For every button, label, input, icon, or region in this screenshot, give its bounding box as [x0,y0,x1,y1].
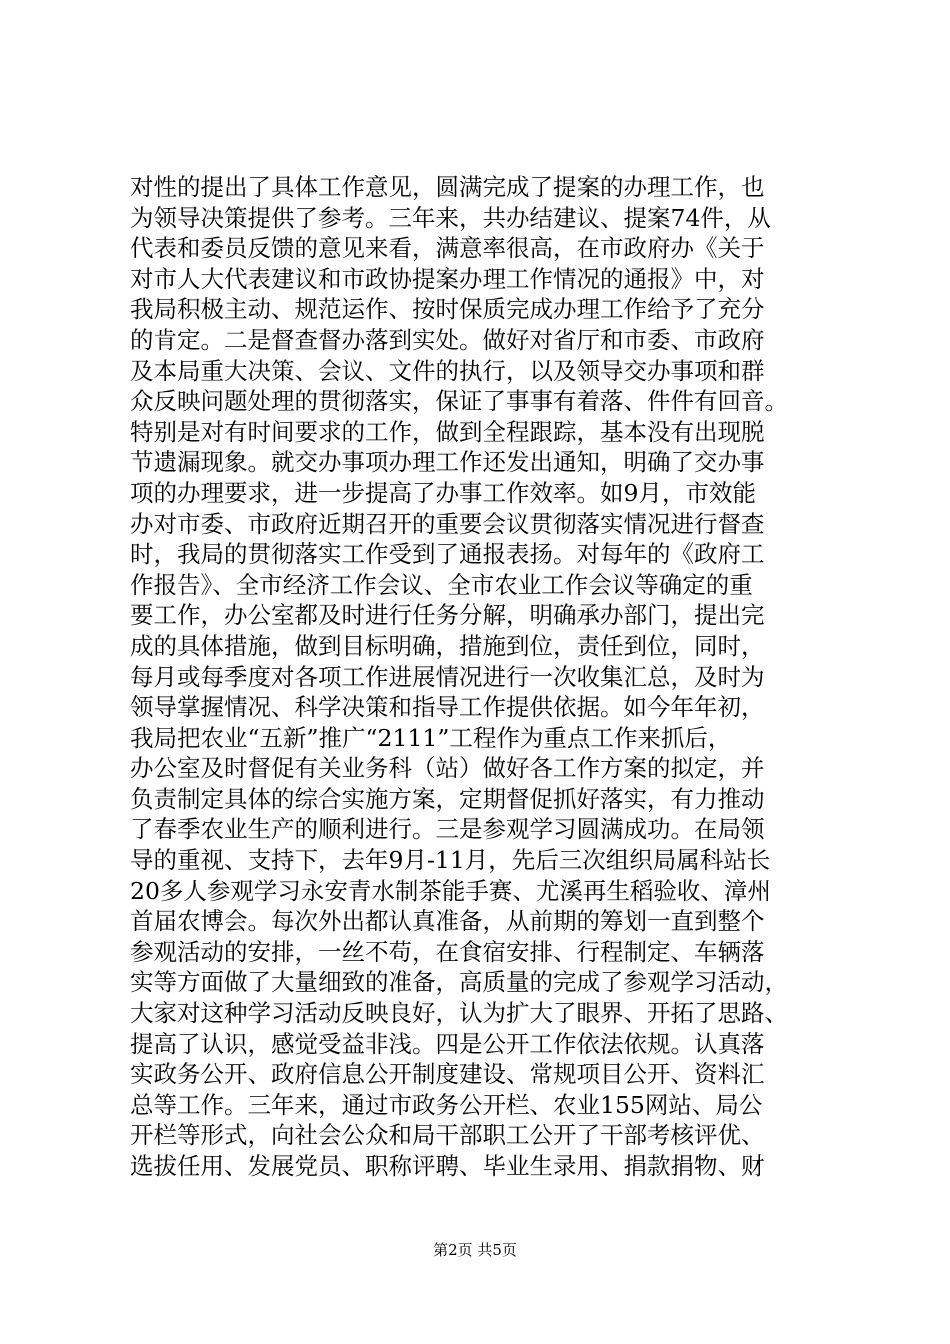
text-line: 我局积极主动、规范运作、按时保质完成办理工作给予了充分 [130,295,765,324]
text-line: 总等工作。三年来，通过市政务公开栏、农业155网站、局公 [130,1090,763,1119]
text-line: 实等方面做了大量细致的准备，高质量的完成了参观学习活动， [130,968,788,997]
text-line: 负责制定具体的综合实施方案，定期督促抓好落实，有力推动 [130,784,765,813]
text-line: 作报告》、全市经济工作会议、全市农业工作会议等确定的重 [130,570,753,599]
text-line: 特别是对有时间要求的工作，做到全程跟踪，基本没有出现脱 [130,417,765,446]
text-line: 项的办理要求，进一步提高了办事工作效率。如9月，市效能 [130,478,756,507]
text-line: 选拔任用、发展党员、职称评聘、毕业生录用、捐款捐物、财 [130,1152,765,1180]
text-line: 众反映问题处理的贯彻落实，保证了事事有着落、件件有回音。 [130,387,788,416]
text-line: 办对市委、市政府近期召开的重要会议贯彻落实情况进行督查 [130,509,765,538]
text-line: 的肯定。二是督查督办落到实处。做好对省厅和市委、市政府 [130,325,765,354]
text-line: 首届农博会。每次外出都认真准备，从前期的筹划一直到整个 [130,907,765,936]
text-line: 节遗漏现象。就交办事项办理工作还发出通知，明确了交办事 [130,448,765,477]
text-line: 办公室及时督促有关业务科（站）做好各工作方案的拟定，并 [130,754,765,783]
text-line: 为领导决策提供了参考。三年来，共办结建议、提案74件，从 [130,203,771,232]
text-line: 每月或每季度对各项工作进展情况进行一次收集汇总，及时为 [130,662,765,691]
text-line: 参观活动的安排，一丝不苟，在食宿安排、行程制定、车辆落 [130,937,765,966]
text-line: 及本局重大决策、会议、文件的执行，以及领导交办事项和群 [130,356,765,385]
text-line: 时，我局的贯彻落实工作受到了通报表扬。对每年的《政府工 [130,540,765,569]
page-footer: 第2页 共5页 [433,1241,517,1259]
text-line: 开栏等形式，向社会公众和局干部职工公开了干部考核评优、 [130,1121,765,1150]
text-line: 20多人参观学习永安青水制茶能手赛、尤溪再生稻验收、漳州 [130,876,771,905]
text-line: 导的重视、支持下，去年9月-11月，先后三次组织局属科站长 [130,846,771,875]
text-line: 大家对这种学习活动反映良好，认为扩大了眼界、开拓了思路、 [130,999,788,1028]
text-line: 领导掌握情况、科学决策和指导工作提供依据。如今年年初， [130,693,765,722]
text-line: 实政务公开、政府信息公开制度建设、常规项目公开、资料汇 [130,1060,765,1089]
text-line: 成的具体措施，做到目标明确，措施到位，责任到位，同时， [130,631,765,660]
text-line: 代表和委员反馈的意见来看，满意率很高，在市政府办《关于 [130,234,765,263]
text-line: 对市人大代表建议和市政协提案办理工作情况的通报》中，对 [130,264,765,293]
text-line: 要工作，办公室都及时进行任务分解，明确承办部门，提出完 [130,601,765,630]
text-line: 我局把农业“五新”推广“2111”工程作为重点工作来抓后， [130,723,732,752]
text-line: 提高了认识，感觉受益非浅。四是公开工作依法依规。认真落 [130,1029,765,1058]
text-line: 了春季农业生产的顺利进行。三是参观学习圆满成功。在局领 [130,815,765,844]
body-text [130,172,830,1182]
text-line: 对性的提出了具体工作意见，圆满完成了提案的办理工作，也 [130,173,765,201]
